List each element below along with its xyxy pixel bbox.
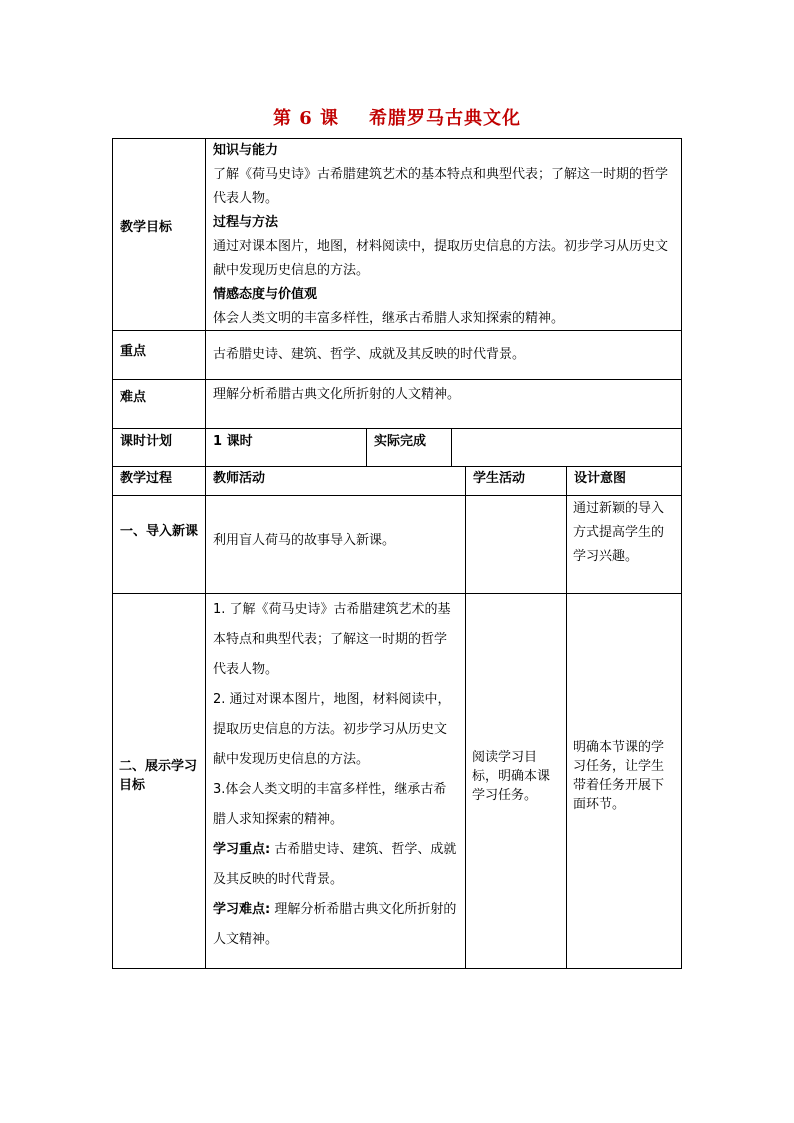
row2-goal-3: 3.体会人类文明的丰富多样性，继承古希腊人求知探索的精神。 bbox=[213, 782, 447, 827]
row2-key-text: 古希腊史诗、建筑、哲学、成就及其反映的时代背景。 bbox=[213, 842, 457, 887]
goals-process-text: 通过对课本图片，地图，材料阅读中，提取历史信息的方法。初步学习从历史文献中发现历史信息的方法。 bbox=[213, 239, 669, 278]
difficulty-text: 理解分析希腊古典文化所折射的人文精神。 bbox=[213, 387, 461, 402]
lesson-name: 希腊罗马古典文化 bbox=[369, 108, 522, 129]
row2-key bbox=[213, 835, 459, 895]
row2-teacher bbox=[206, 595, 465, 955]
actual-label: 实际完成 bbox=[374, 434, 427, 449]
row2-stage: 二、展示学习目标 bbox=[119, 759, 198, 793]
process-header-student: 学生活动 bbox=[473, 471, 526, 486]
key-label: 重点 bbox=[120, 344, 147, 359]
row1-stage: 一、导入新课 bbox=[120, 524, 199, 539]
goals-attitude-text: 体会人类文明的丰富多样性，继承古希腊人求知探索的精神。 bbox=[213, 311, 565, 326]
row2-goal-2: 2. 通过对课本图片，地图，材料阅读中，提取历史信息的方法。初步学习从历史文献中发现历史信息的方法。 bbox=[213, 692, 451, 767]
process-header-intent: 设计意图 bbox=[574, 471, 627, 486]
row1-teacher: 利用盲人荷马的故事导入新课。 bbox=[213, 533, 396, 548]
row2-key-label: 学习重点: bbox=[213, 842, 271, 857]
hours-value: 1 课时 bbox=[213, 434, 253, 449]
goals-label: 教学目标 bbox=[120, 220, 173, 235]
goals-process-heading: 过程与方法 bbox=[213, 215, 279, 230]
row2-difficulty bbox=[213, 895, 459, 955]
row2-goal-1: 1. 了解《荷马史诗》古希腊建筑艺术的基本特点和典型代表；了解这一时期的哲学代表人物。 bbox=[213, 602, 451, 677]
row2-difficulty-text: 理解分析希腊古典文化所折射的人文精神。 bbox=[213, 902, 457, 947]
lesson-number: 第 6 课 bbox=[272, 108, 340, 129]
goals-knowledge-text: 了解《荷马史诗》古希腊建筑艺术的基本特点和典型代表；了解这一时期的哲学代表人物。 bbox=[213, 167, 669, 206]
goals-content bbox=[206, 138, 681, 330]
difficulty-label: 难点 bbox=[120, 390, 147, 405]
row2-intent: 明确本节课的学习任务，让学生带着任务开展下面环节。 bbox=[573, 740, 665, 812]
lesson-title bbox=[0, 104, 794, 130]
row2-student: 阅读学习目标，明确本课学习任务。 bbox=[472, 750, 551, 803]
process-header-teacher: 教师活动 bbox=[213, 471, 266, 486]
hours-label: 课时计划 bbox=[120, 434, 173, 449]
key-text: 古希腊史诗、建筑、哲学、成就及其反映的时代背景。 bbox=[213, 347, 526, 362]
goals-attitude-heading: 情感态度与价值观 bbox=[213, 287, 318, 302]
process-header-stage: 教学过程 bbox=[120, 471, 173, 486]
row1-intent: 通过新颖的导入方式提高学生的学习兴趣。 bbox=[573, 501, 665, 564]
row2-difficulty-label: 学习难点: bbox=[213, 902, 271, 917]
goals-knowledge-heading: 知识与能力 bbox=[213, 143, 279, 158]
